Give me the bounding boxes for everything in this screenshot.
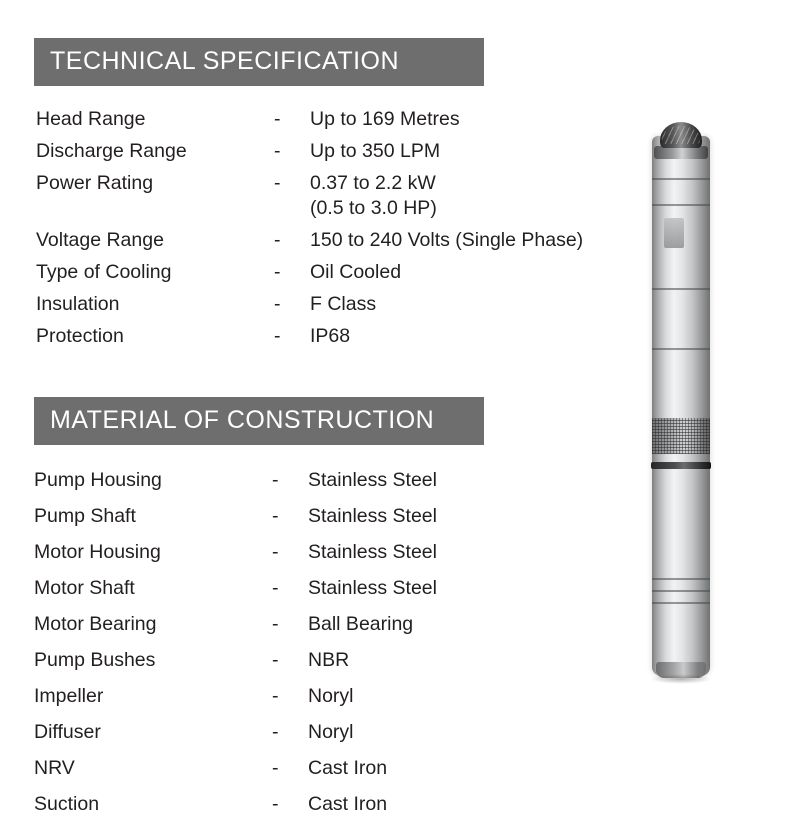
spec-value: IP68 [310,325,351,348]
material-dash: - [272,504,279,527]
table-row [34,499,614,535]
material-label: Suction [34,792,100,815]
table-row [34,751,614,787]
material-label: Motor Bearing [34,612,157,635]
spec-dash: - [274,139,281,162]
table-row [34,321,614,353]
table-row [34,643,614,679]
material-label: NRV [34,756,75,779]
spec-label: Protection [36,325,124,348]
material-dash: - [272,469,279,492]
spec-label: Voltage Range [36,229,164,252]
material-label: Pump Bushes [34,648,156,671]
technical-specification-heading: TECHNICAL SPECIFICATION [34,38,484,86]
spec-label: Insulation [36,293,120,316]
table-row [34,463,614,499]
construction-section [34,397,614,823]
spec-dash: - [274,261,281,284]
spec-dash: - [274,171,281,194]
spec-label: Power Rating [36,171,154,194]
material-dash: - [272,648,279,671]
table-row [34,225,614,257]
material-value: Noryl [308,684,354,707]
material-value: Cast Iron [308,792,388,815]
material-label: Diffuser [34,720,101,743]
spec-value-secondary: (0.5 to 3.0 HP) [310,196,437,219]
technical-specification-table [34,104,614,353]
table-row [34,571,614,607]
material-dash: - [272,576,279,599]
pump-motor-mesh-screen [652,418,710,454]
material-value: Ball Bearing [308,612,414,635]
table-row [34,136,614,168]
spec-dash: - [274,108,281,130]
pump-shadow [650,674,712,684]
spec-value: Up to 169 Metres [310,108,460,130]
pump-seam [652,348,710,350]
spec-value: Oil Cooled [310,261,402,284]
material-label: Motor Shaft [34,576,135,599]
material-label: Pump Shaft [34,504,136,527]
spec-value: Up to 350 LPM [310,139,441,162]
spec-value: F Class [310,293,377,316]
pump-seam [652,288,710,290]
material-value: Stainless Steel [308,576,437,599]
pump-clamp-band [651,462,711,469]
material-value: NBR [308,648,350,671]
material-value: Noryl [308,720,354,743]
material-of-construction-heading: MATERIAL OF CONSTRUCTION [34,397,484,445]
spec-value: 150 to 240 Volts (Single Phase) [310,229,584,252]
spec-dash: - [274,229,281,252]
pump-seam [652,602,710,604]
submersible-pump-illustration [640,118,730,678]
pump-seam [652,578,710,580]
material-label: Pump Housing [34,469,162,492]
table-row [34,715,614,751]
table-row [34,787,614,823]
specification-column [34,38,614,823]
pump-nameplate [664,218,684,248]
material-dash: - [272,720,279,743]
pump-body [652,136,710,676]
pump-cap-threads [662,126,700,144]
pump-seam [652,178,710,180]
spec-value [310,168,614,225]
material-value: Stainless Steel [308,504,437,527]
material-dash: - [272,792,279,815]
spec-label: Type of Cooling [36,261,172,284]
pump-seam [652,204,710,206]
table-row [34,257,614,289]
spec-value-primary: 0.37 to 2.2 kW [310,171,436,194]
spec-label: Discharge Range [36,139,187,162]
table-row [34,168,614,225]
table-row [34,607,614,643]
pump-seam [652,590,710,592]
material-value: Stainless Steel [308,469,437,492]
table-row [34,289,614,321]
spec-label: Head Range [36,108,146,130]
material-value: Cast Iron [308,756,388,779]
material-label: Impeller [34,684,104,707]
material-label: Motor Housing [34,540,161,563]
table-row [34,679,614,715]
spec-dash: - [274,293,281,316]
material-dash: - [272,756,279,779]
material-of-construction-table [34,463,614,823]
spec-dash: - [274,325,281,348]
material-value: Stainless Steel [308,540,437,563]
table-row [34,104,614,136]
material-dash: - [272,540,279,563]
material-dash: - [272,612,279,635]
table-row [34,535,614,571]
material-dash: - [272,684,279,707]
